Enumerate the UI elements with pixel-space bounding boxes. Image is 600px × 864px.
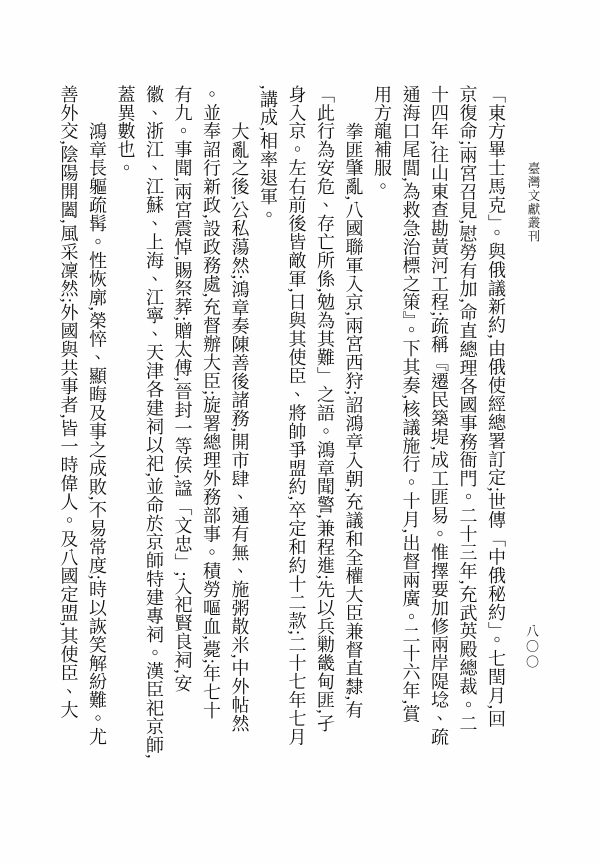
text-column: 用方龍補服。 (372, 85, 392, 196)
text-column: 蓋異數也。 (115, 85, 136, 178)
page-number: 八〇〇 (524, 624, 539, 671)
text-column-paragraph-start: 鴻章長軀疏髯。性恢廓,榮悴、顯晦及事之成敗,不易常度;時以詼笑解紛難。尤 (87, 122, 107, 747)
text-column: 京復命;兩宮召見,慰勞有加,命直總理各國事務衙門。二十三年,充武英殿總裁。二 (457, 85, 478, 733)
text-column: 善外交,陰陽開闔,風采凜然;外國與共事者,皆一時偉人。及八國定盟,其使臣、大 (58, 85, 79, 720)
text-column: 「東方畢士馬克」。與俄議新約,由俄使經總署訂定;世傳「中俄秘約」。七閏月,回 (486, 85, 506, 729)
text-column-paragraph-start: 拳匪肇亂,八國聯軍入京,兩宮西狩;詔鴻章入朝,充議和全權大臣兼督直隸,有 (343, 122, 364, 720)
text-column: ,講成,相率退軍。 (258, 85, 278, 225)
text-column-paragraph-start: 大亂之後,公私蕩然;鴻章奏陳善後諸務,開市肆、通有無、施粥散米,中外帖然 (229, 122, 250, 733)
running-head: 臺灣文獻叢刊 (526, 162, 540, 243)
text-column: 通海口尾閭,為救急治標之策』。下其奏,核議施行。十月,出督兩廣。二十六年,賞 (400, 85, 421, 724)
text-column: 。並奉詔行新政,設政務處,充督辦大臣;旋署總理外務部事。積勞嘔血,薨;年七十 (201, 85, 221, 720)
text-column: 徽、浙江、江蘇、上海、江寧、天津各建祠以祀,並命於京師特建專祠。漢臣祀京師, (144, 85, 164, 760)
text-column: 身入京。左右前後皆敵軍,日與其使臣、將帥爭盟約,卒定和約十二款;二十七年七月 (286, 85, 307, 747)
text-column: 有九。事聞,兩宮震悼,賜祭葬;贈太傅,晉封一等侯,諡「文忠」;入祀賢良祠,安 (172, 85, 193, 693)
text-column: 「此行為安危、存亡所係,勉為其難」之語。鴻章聞警,兼程進;先以兵勦畿甸匪,孑 (315, 85, 335, 733)
text-column: 十四年,往山東查勘黃河工程;疏稱『遷民築堤,成工匪易。惟擇要加修兩岸隄埝、疏 (429, 85, 449, 747)
main-text-block (54, 85, 510, 789)
